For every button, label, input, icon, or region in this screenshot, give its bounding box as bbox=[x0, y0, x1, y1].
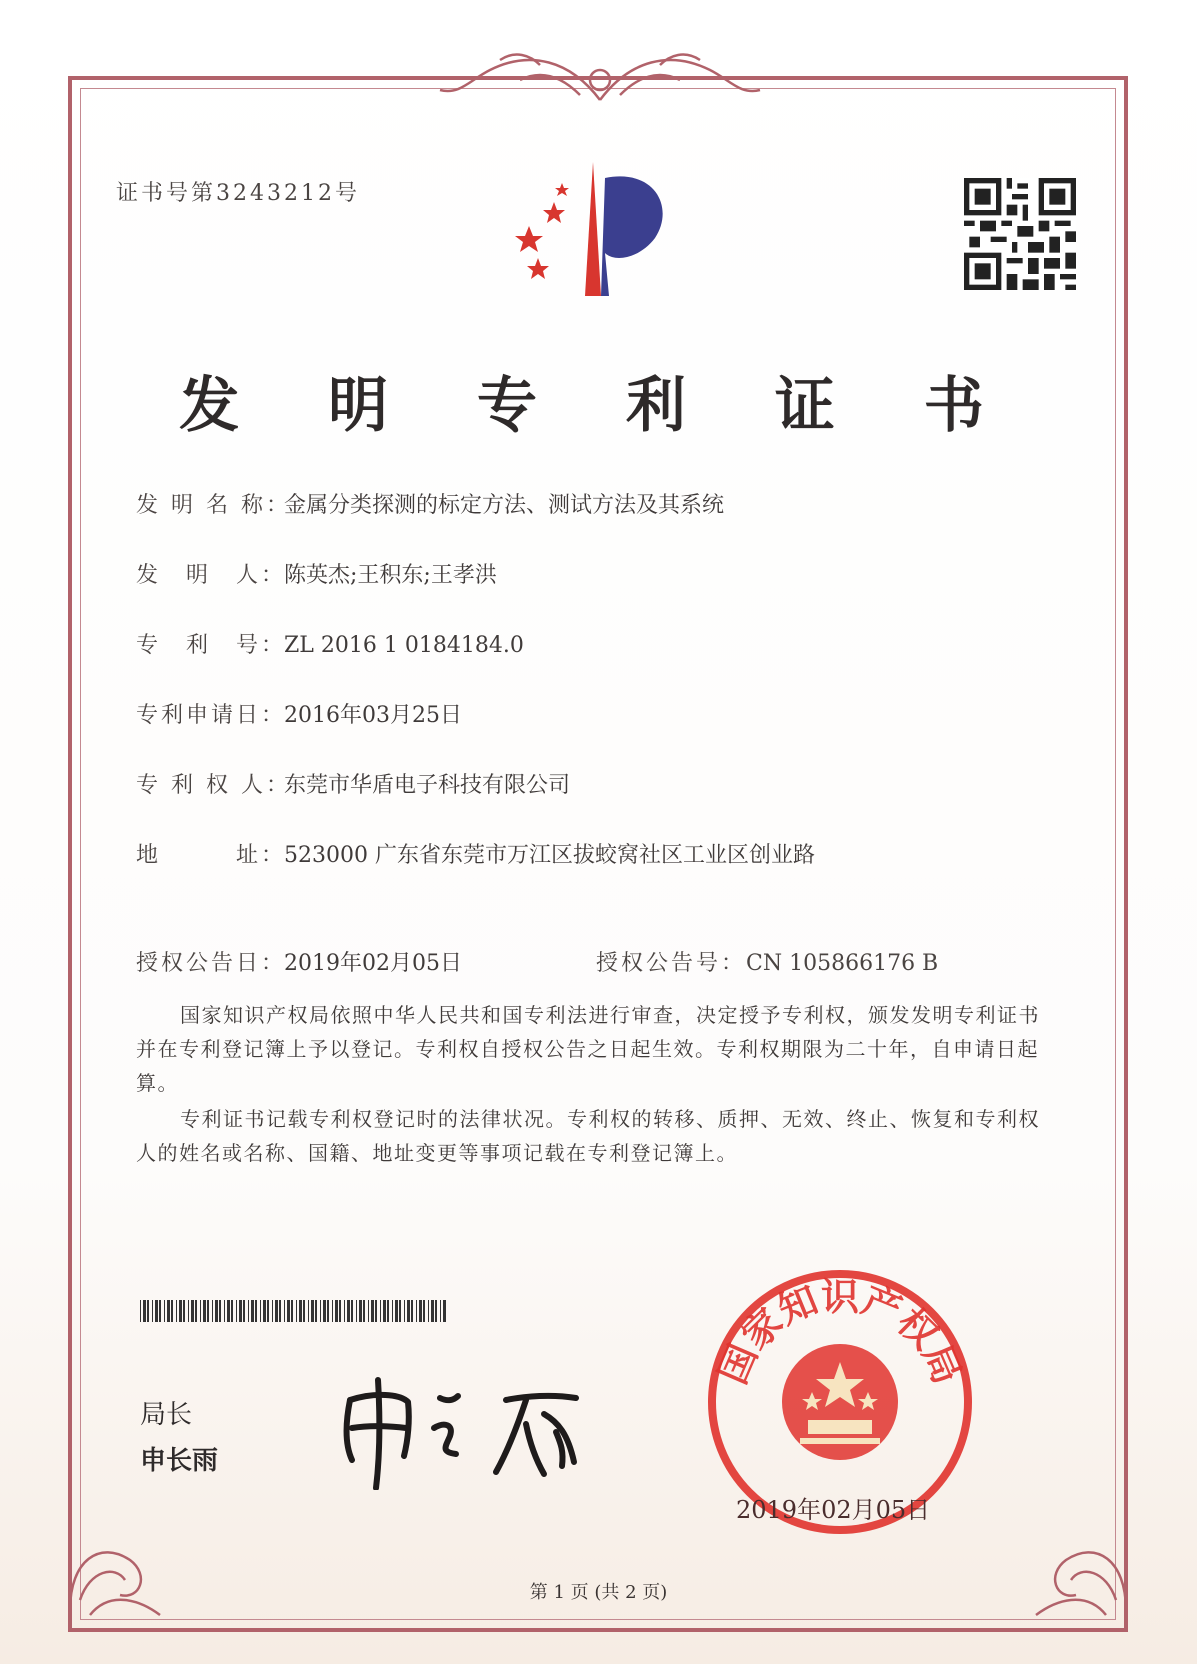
field-label: 专利申请日： bbox=[136, 703, 287, 728]
legal-paragraph-2: 专利证书记载专利权登记时的法律状况。专利权的转移、质押、无效、终止、恢复和专利权人的姓名或名称、国籍、地址变更等事项记载在专利登记簿上。 bbox=[136, 1107, 1040, 1165]
field-patentee bbox=[136, 768, 570, 799]
top-ornament-icon bbox=[420, 40, 780, 110]
field-application-date bbox=[136, 698, 462, 729]
field-label: 授权公告日： bbox=[136, 951, 287, 976]
patent-office-logo-icon bbox=[505, 158, 705, 298]
field-label: 专 利 权 人： bbox=[136, 773, 291, 798]
field-value: ZL 2016 1 0184184.0 bbox=[284, 633, 524, 658]
seal-text: 国家知识产权局 bbox=[709, 1273, 971, 1391]
field-invention-name bbox=[136, 488, 724, 519]
barcode-icon bbox=[140, 1300, 446, 1322]
field-publication-number bbox=[596, 946, 938, 977]
qr-code-icon bbox=[964, 178, 1076, 290]
field-label: 授权公告号： bbox=[596, 951, 747, 976]
director-title: 局长 bbox=[140, 1400, 193, 1430]
field-label: 发 明 名 称： bbox=[136, 493, 291, 518]
field-value: 2016年03月25日 bbox=[284, 703, 462, 728]
field-grant-date bbox=[136, 946, 462, 977]
seal-date: 2019年02月05日 bbox=[736, 1496, 931, 1524]
field-address bbox=[136, 838, 815, 869]
field-value: 东莞市华盾电子科技有限公司 bbox=[284, 773, 571, 798]
field-value: 523000 广东省东莞市万江区拔蛟窝社区工业区创业路 bbox=[284, 843, 815, 868]
field-label: 发 明 人： bbox=[136, 563, 287, 588]
director-name: 申长雨 bbox=[140, 1446, 219, 1476]
field-value: 2019年02月05日 bbox=[284, 951, 462, 976]
field-label: 专 利 号： bbox=[136, 633, 287, 658]
field-value: CN 105866176 B bbox=[746, 951, 939, 976]
page-number: 第 1 页 (共 2 页) bbox=[529, 1582, 668, 1603]
director-signature bbox=[330, 1370, 600, 1490]
field-label: 地 址： bbox=[136, 843, 287, 868]
legal-paragraph-1: 国家知识产权局依照中华人民共和国专利法进行审查，决定授予专利权，颁发发明专利证书并在专利登记簿上予以登记。专利权自授权公告之日起生效。专利权期限为二十年，自申请日起算。 bbox=[136, 1003, 1040, 1095]
document-title: 发 明 专 利 证 书 bbox=[179, 371, 1018, 441]
field-inventors bbox=[136, 558, 497, 589]
field-value: 金属分类探测的标定方法、测试方法及其系统 bbox=[284, 493, 725, 518]
certificate-number: 证书号第3243212号 bbox=[116, 181, 360, 206]
field-patent-number bbox=[136, 628, 524, 659]
field-value: 陈英杰;王积东;王孝洪 bbox=[284, 563, 497, 588]
